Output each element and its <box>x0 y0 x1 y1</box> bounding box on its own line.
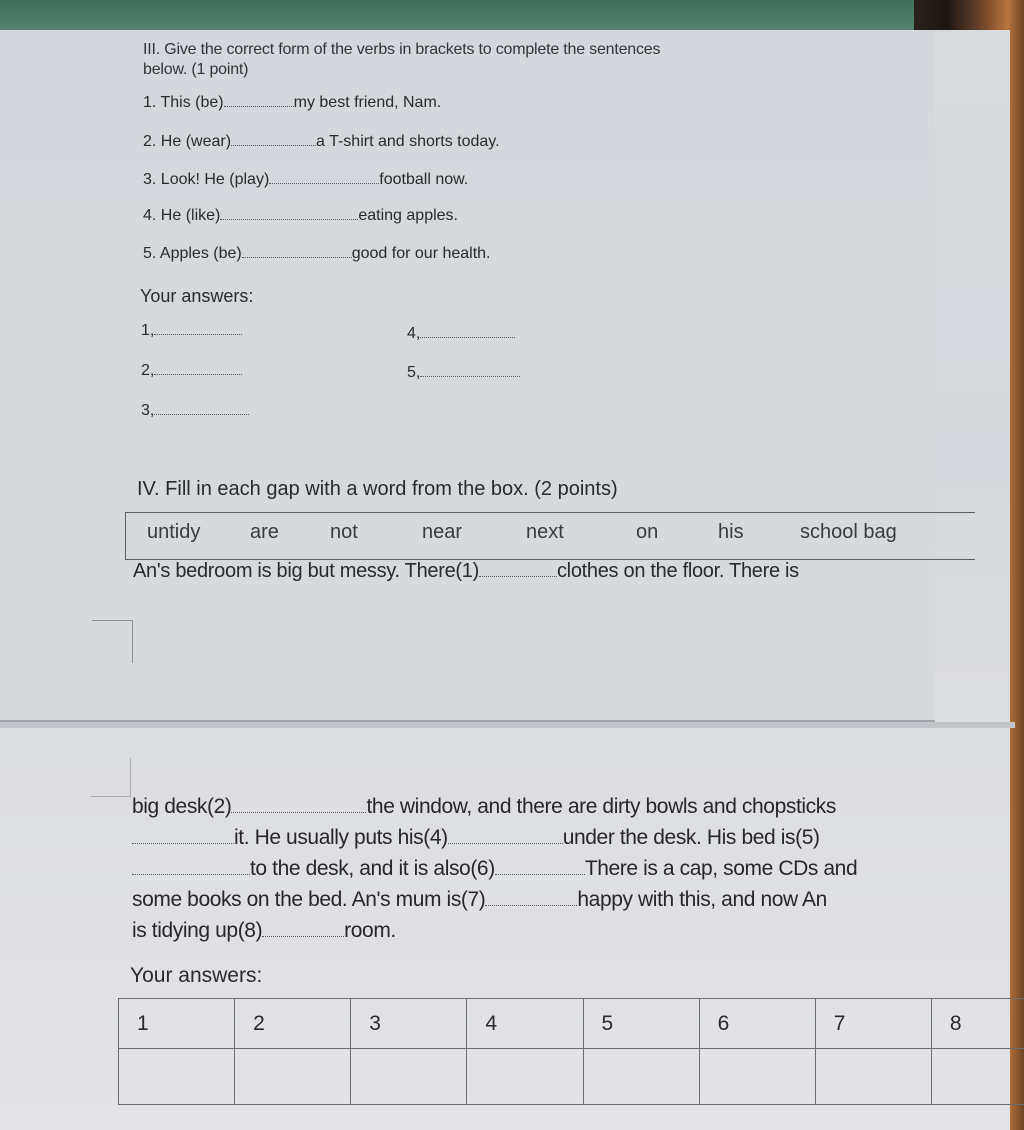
gap-4[interactable] <box>448 831 563 844</box>
word-school-bag: school bag <box>800 521 897 543</box>
answer-blank[interactable] <box>154 402 249 415</box>
gap-7[interactable] <box>485 893 577 906</box>
gap-5[interactable] <box>132 862 250 875</box>
section3-answer-4: 4, <box>407 325 515 343</box>
gap-2[interactable] <box>231 800 366 813</box>
section4-answers-label: Your answers: <box>130 964 263 987</box>
gap-3[interactable] <box>132 831 234 844</box>
blank[interactable] <box>224 94 294 107</box>
blank[interactable] <box>220 207 358 220</box>
answer-cell-8[interactable] <box>931 1049 1024 1105</box>
answer-blank[interactable] <box>420 325 515 338</box>
passage-line-4: to the desk, and it is also(6) There is a cap, some CDs and <box>132 857 857 881</box>
answer-table <box>118 998 1024 1105</box>
section3-answer-2: 2, <box>141 362 242 380</box>
answer-header-3: 3 <box>351 999 467 1049</box>
answer-cell-4[interactable] <box>467 1049 583 1105</box>
answer-cell-7[interactable] <box>815 1049 931 1105</box>
page-corner-mark <box>90 758 131 797</box>
section3-answer-5: 5, <box>407 364 520 382</box>
section3-answer-1: 1, <box>141 322 242 340</box>
word-box <box>125 512 975 560</box>
answer-cell-2[interactable] <box>235 1049 351 1105</box>
answer-table-header-row <box>119 999 1024 1049</box>
section3-title <box>143 40 660 80</box>
word-untidy: untidy <box>147 521 201 543</box>
word-his: his <box>718 521 744 543</box>
passage-line-6: is tidying up(8) room. <box>132 919 396 942</box>
passage-line-1: An's bedroom is big but messy. There(1) clothes on the floor. There is <box>133 560 799 582</box>
passage-line-5: some books on the bed. An's mum is(7) happy with this, and now An <box>132 888 827 911</box>
answer-blank[interactable] <box>154 322 242 335</box>
section3-title-line1: III. Give the correct form of the verbs in brackets to complete the sentences <box>143 41 661 58</box>
section3-answer-3: 3, <box>141 402 249 420</box>
answer-header-6: 6 <box>699 999 815 1049</box>
answer-header-1: 1 <box>119 999 235 1049</box>
passage-line-2: big desk(2) the window, and there are dirty bowls and chopsticks <box>132 795 836 818</box>
section3-answers-label: Your answers: <box>140 286 254 306</box>
section3-item-2: 2. He (wear) a T-shirt and shorts today. <box>143 133 500 150</box>
answer-table-entry-row <box>119 1049 1024 1105</box>
answer-cell-1[interactable] <box>119 1049 235 1105</box>
blank[interactable] <box>269 171 379 184</box>
word-on: on <box>636 521 659 543</box>
answer-blank[interactable] <box>154 362 242 375</box>
blank[interactable] <box>231 133 316 146</box>
word-next: next <box>526 521 564 543</box>
gap-6[interactable] <box>495 862 585 875</box>
blank[interactable] <box>242 245 352 258</box>
section4-title: IV. Fill in each gap with a word from the box. (2 points) <box>137 478 618 500</box>
answer-header-7: 7 <box>815 999 931 1049</box>
word-are: are <box>250 521 279 543</box>
word-near: near <box>422 521 463 543</box>
section3-item-5: 5. Apples (be) good for our health. <box>143 245 491 262</box>
section3-item-1: 1. This (be) my best friend, Nam. <box>143 94 442 111</box>
answer-header-2: 2 <box>235 999 351 1049</box>
answer-header-8: 8 <box>931 999 1024 1049</box>
gap-8[interactable] <box>262 924 344 937</box>
page-corner-mark <box>92 620 133 663</box>
answer-cell-5[interactable] <box>583 1049 699 1105</box>
word-not: not <box>330 521 358 543</box>
answer-blank[interactable] <box>420 364 520 377</box>
answer-header-5: 5 <box>583 999 699 1049</box>
gap-1[interactable] <box>479 564 557 577</box>
section3-item-3: 3. Look! He (play) football now. <box>143 171 469 188</box>
answer-header-4: 4 <box>467 999 583 1049</box>
passage-line-3: it. He usually puts his(4) under the desk. His bed is(5) <box>132 826 820 850</box>
section3-title-line2: below. (1 point) <box>143 61 249 78</box>
section3-item-4: 4. He (like) eating apples. <box>143 207 458 224</box>
answer-cell-3[interactable] <box>351 1049 467 1105</box>
answer-cell-6[interactable] <box>699 1049 815 1105</box>
